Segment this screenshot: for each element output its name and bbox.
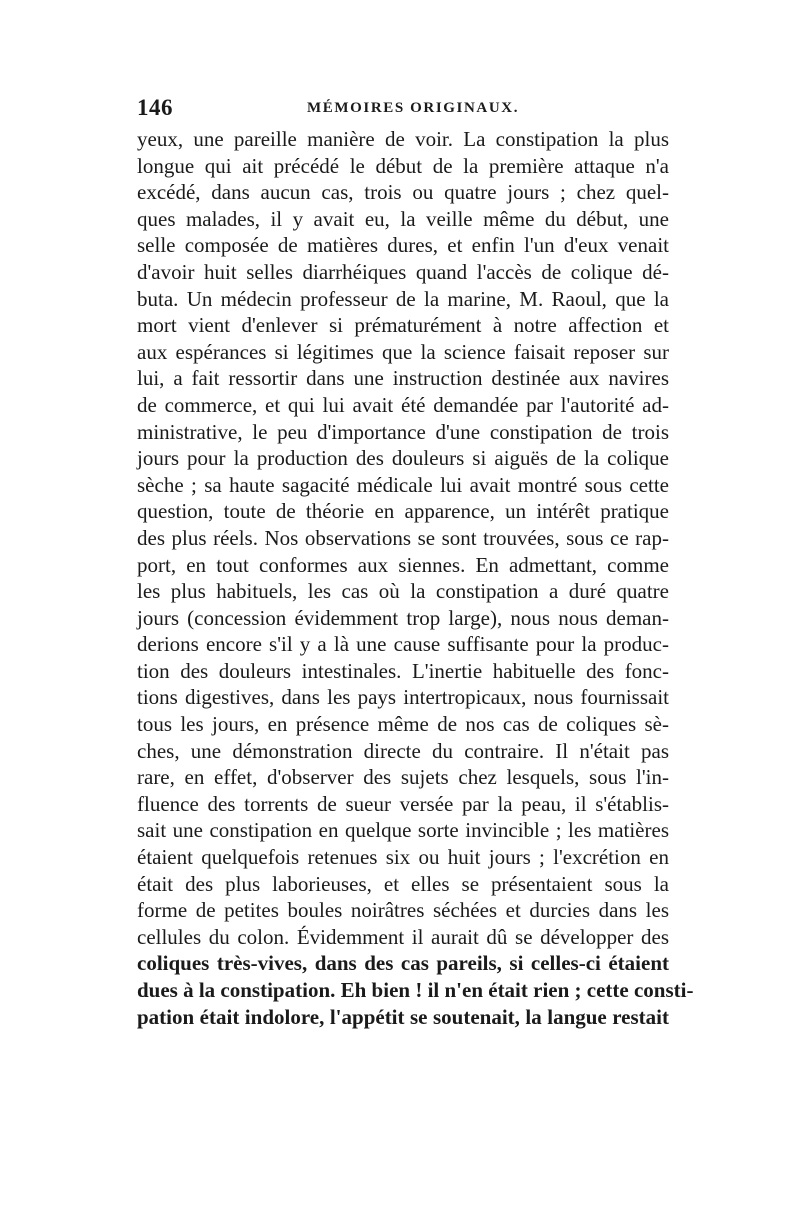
text-line: question, toute de théorie en apparence, un intérêt pratique [137,499,669,524]
page-header [137,95,671,125]
text-line: yeux, une pareille manière de voir. La constipation la plus [137,127,669,151]
text-line: forme de petites boules noirâtres séchées et durcies dans les [137,898,669,923]
text-line: ministrative, le peu d'importance d'une constipation de trois [137,419,669,444]
text-line: ches, une démonstration directe du contraire. Il n'était pas [137,738,669,763]
text-line: cellules du colon. Évidemment il aurait dû se développer des [137,924,669,949]
text-line: longue qui ait précédé le début de la première attaque n'a [137,153,669,178]
text-line: dues à la constipation. Eh bien ! il n'en était rien ; cette consti- [137,978,694,1002]
text-line: ques malades, il y avait eu, la veille même du début, une [137,206,669,231]
text-line: selle composée de matières dures, et enfin l'un d'eux venait [137,233,669,258]
text-line: excédé, dans aucun cas, trois ou quatre jours ; chez quel- [137,180,669,205]
text-line: coliques très-vives, dans des cas pareils, si celles-ci étaient [137,951,669,976]
text-line: mort vient d'enlever si prématurément à notre affection et [137,313,669,338]
text-line: derions encore s'il y a là une cause suffisante pour la produc- [137,632,669,657]
text-line: jours (concession évidemment trop large), nous nous deman- [137,605,669,630]
text-line: était des plus laborieuses, et elles se présentaient sous la [137,871,669,896]
text-line: lui, a fait ressortir dans une instruction destinée aux navires [137,366,669,391]
text-line: d'avoir huit selles diarrhéiques quand l'accès de colique dé- [137,259,669,284]
text-line: buta. Un médecin professeur de la marine, M. Raoul, que la [137,286,669,311]
text-line: des plus réels. Nos observations se sont trouvées, sous ce rap- [137,525,669,550]
text-line: sèche ; sa haute sagacité médicale lui avait montré sous cette [137,472,669,497]
body-text [137,126,694,1030]
text-line: tions digestives, dans les pays intertropicaux, nous fournissait [137,685,669,710]
text-line: pation était indolore, l'appétit se soutenait, la langue restait [137,1004,669,1029]
text-line: tion des douleurs intestinales. L'inertie habituelle des fonc- [137,658,669,683]
text-line: étaient quelquefois retenues six ou huit jours ; l'excrétion en [137,845,669,870]
text-line: jours pour la production des douleurs si aiguës de la colique [137,446,669,471]
text-line: rare, en effet, d'observer des sujets chez lesquels, sous l'in- [137,765,669,790]
text-line: aux espérances si légitimes que la science faisait reposer sur [137,339,669,364]
text-line: sait une constipation en quelque sorte invincible ; les matières [137,818,669,843]
text-line: tous les jours, en présence même de nos cas de coliques sè- [137,712,669,737]
text-line: fluence des torrents de sueur versée par la peau, il s'établis- [137,791,669,816]
running-head: MÉMOIRES ORIGINAUX. [307,100,520,116]
text-line: de commerce, et qui lui avait été demandée par l'autorité ad- [137,392,669,417]
page-number: 146 [137,95,173,120]
text-line: les plus habituels, les cas où la constipation a duré quatre [137,579,669,604]
text-line: port, en tout conformes aux siennes. En admettant, comme [137,552,669,577]
